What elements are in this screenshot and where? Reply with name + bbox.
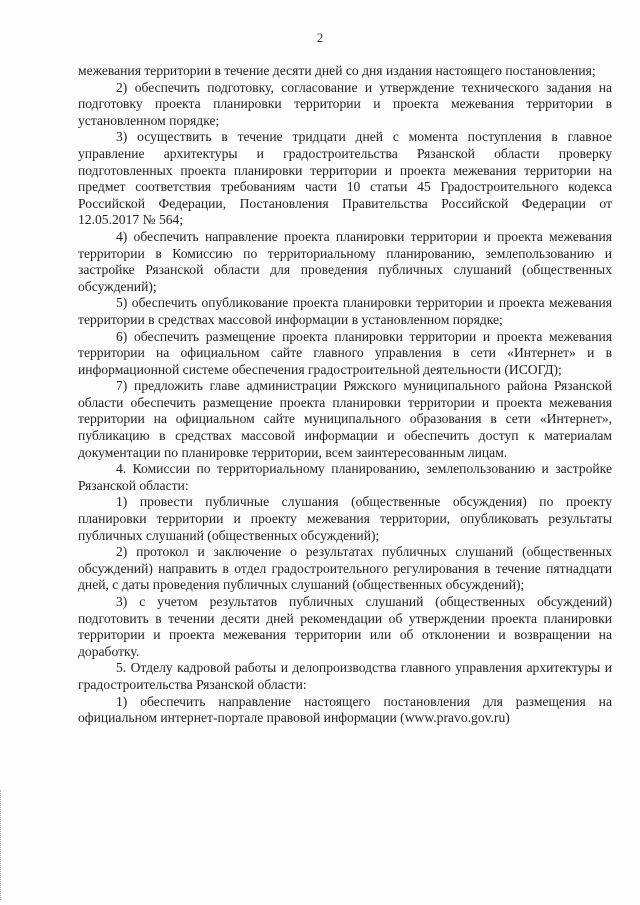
scan-edge-mark xyxy=(0,790,3,900)
section-4-item-1: 1) провести публичные слушания (общественные обсуждения) по проекту планировки территории и проекту межевания территории, опубликовать результаты публичных слушаний (общественных обсуждений); xyxy=(78,494,612,543)
page-number: 2 xyxy=(316,30,324,45)
section-5-item-1: 1) обеспечить направление настоящего постановления для размещения на официальном интернет-портале правовой информации (www.pravo.gov.ru) xyxy=(78,693,612,726)
list-item-2: 2) обеспечить подготовку, согласование и утверждение технического задания на подготовку проекта планировки территории и проекта межевания территории в установленном порядке; xyxy=(78,79,612,128)
list-item-3: 3) осуществить в течение тридцати дней с момента поступления в главное управление архитектуры и градостроительства Рязанской области проверку подготовленных проекта планировки территории и проекта межевания территории на предмет соответствия требованиям части 10 статьи 45 Градостроительного кодекса Российской Федерации, Постановления Правительства Российской Федерации от 12.05.2017 № 564; xyxy=(78,129,612,228)
list-item-6: 6) обеспечить размещение проекта планировки территории и проекта межевания территории на официальном сайте главного управления в сети «Интернет» и в информационной системе обеспечения градостроительной деятельности (ИСОГД); xyxy=(78,328,612,377)
list-item-5: 5) обеспечить опубликование проекта планировки территории и проекта межевания территории в средствах массовой информации в установленном порядке; xyxy=(78,295,612,327)
list-item-4: 4) обеспечить направление проекта планировки территории и проекта межевания территории в Комиссию по территориальному планированию, землепользованию и застройке Рязанской области для проведения публичных слушаний (общественных обсуждений); xyxy=(78,228,612,294)
section-5-heading: 5. Отделу кадровой работы и делопроизводства главного управления архитектуры и градостроительства Рязанской области: xyxy=(78,660,612,692)
paragraph-continuation: межевания территории в течение десяти дней со дня издания настоящего постановления; xyxy=(78,63,596,78)
list-item-7: 7) предложить главе администрации Ряжского муниципального района Рязанской области обеспечить размещение проекта планировки территории и проекта межевания территории на официальном сайте муниципального образования в сети «Интернет», публикацию в средствах массовой информации и обеспечить доступ к материалам документации по планировке территории, всем заинтересованным лицам. xyxy=(78,378,612,460)
section-4-item-2: 2) протокол и заключение о результатах публичных слушаний (общественных обсуждений) направить в отдел градостроительного регулирования в течение пятнадцати дней, с даты проведения публичных слушаний (общественных обсуждений); xyxy=(78,544,612,593)
section-4-heading: 4. Комиссии по территориальному планированию, землепользованию и застройке Рязанской области: xyxy=(78,461,612,493)
document-body xyxy=(78,63,612,727)
section-4-item-3: 3) с учетом результатов публичных слушаний (общественных обсуждений) подготовить в течении десяти дней рекомендации об утверждении проекта планировки территории и проекта межевания территории или об отклонении и возвращении на доработку. xyxy=(78,594,612,659)
